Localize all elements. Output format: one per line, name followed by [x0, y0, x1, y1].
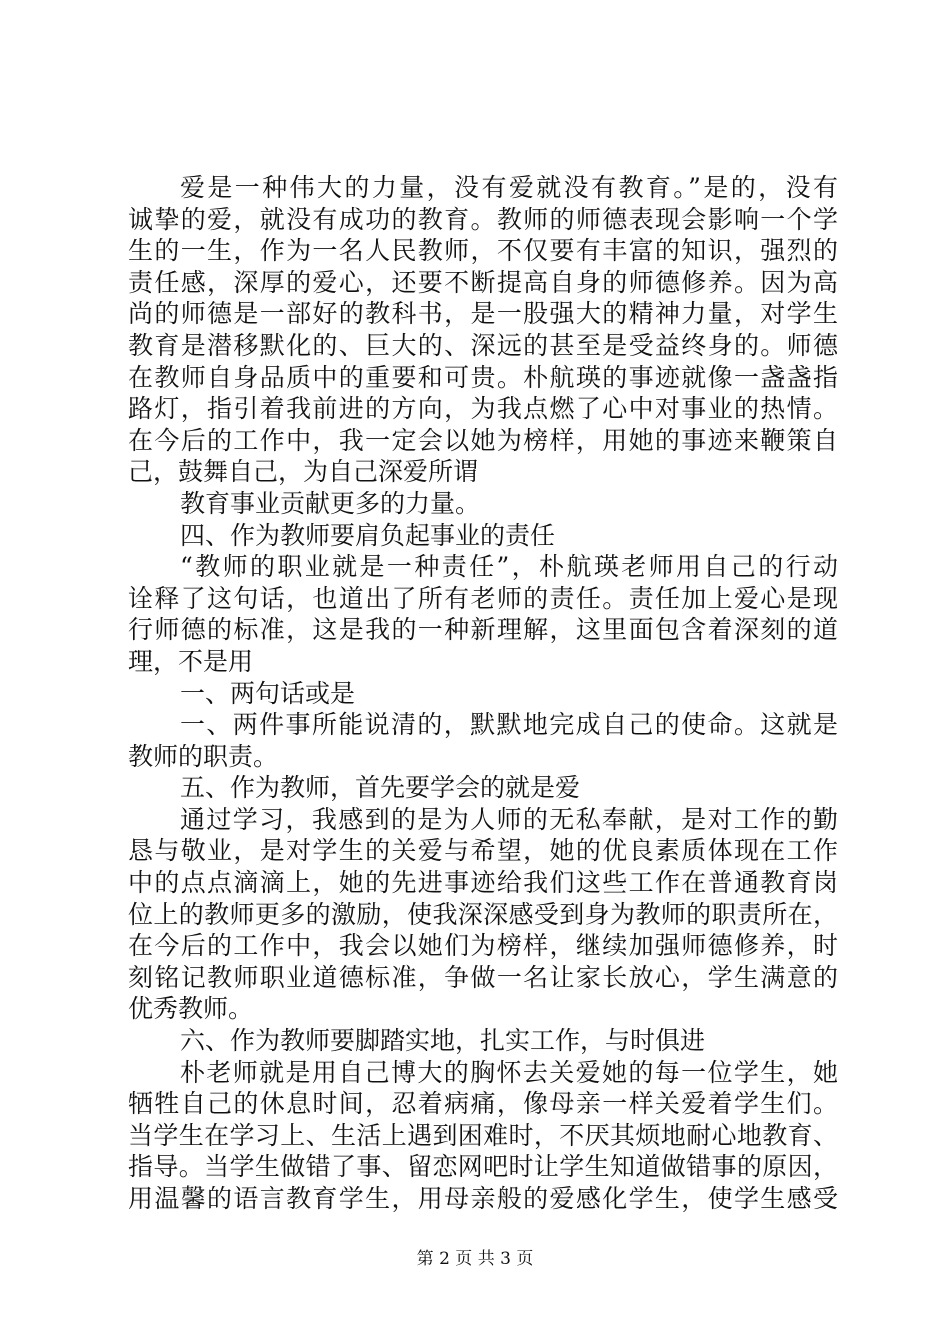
text-line: 路灯，指引着我前进的方向，为我点燃了心中对事业的热情。	[128, 394, 838, 424]
text-line: “教师的职业就是一种责任”，朴航瑛老师用自己的行动	[180, 552, 838, 582]
text-line: 位上的教师更多的激励，使我深深感受到身为教师的职责所在，	[128, 899, 838, 929]
text-line: 牺牲自己的休息时间，忍着病痛，像母亲一样关爱着学生们。	[128, 1089, 838, 1119]
document-body	[128, 172, 838, 1215]
text-line: 通过学习，我感到的是为人师的无私奉献，是对工作的勤	[180, 804, 838, 834]
page-footer: 第 2 页 共 3 页	[416, 1249, 534, 1269]
text-line: 教育是潜移默化的、巨大的、深远的甚至是受益终身的。师德	[128, 330, 838, 360]
text-line: 诚挚的爱，就没有成功的教育。教师的师德表现会影响一个学	[128, 204, 838, 234]
text-line: 理，不是用	[128, 646, 254, 676]
text-line: 尚的师德是一部好的教科书，是一股强大的精神力量，对学生	[128, 299, 838, 329]
text-line: 当学生在学习上、生活上遇到困难时，不厌其烦地耐心地教育、	[128, 1120, 838, 1150]
text-line: 诠释了这句话，也道出了所有老师的责任。责任加上爱心是现	[128, 583, 838, 613]
text-line: 指导。当学生做错了事、留恋网吧时让学生知道做错事的原因，	[128, 1152, 838, 1182]
text-line: 中的点点滴滴上，她的先进事迹给我们这些工作在普通教育岗	[128, 868, 838, 898]
text-line: 生的一生，作为一名人民教师，不仅要有丰富的知识，强烈的	[128, 236, 838, 266]
text-line: 爱是一种伟大的力量，没有爱就没有教育。”是的，没有	[180, 173, 838, 202]
text-line: 用温馨的语言教育学生，用母亲般的爱感化学生，使学生感受	[128, 1184, 838, 1213]
text-line: 在今后的工作中，我会以她们为榜样，继续加强师德修养，时	[128, 931, 838, 961]
text-line: 一、两件事所能说清的，默默地完成自己的使命。这就是	[180, 710, 838, 740]
text-line: 六、作为教师要脚踏实地，扎实工作，与时俱进	[180, 1026, 706, 1056]
text-line: 己，鼓舞自己，为自己深爱所谓	[128, 457, 479, 487]
text-line: 教育事业贡献更多的力量。	[180, 488, 481, 518]
text-line: 在教师自身品质中的重要和可贵。朴航瑛的事迹就像一盏盏指	[128, 362, 838, 392]
text-line: 一、两句话或是	[180, 678, 356, 708]
text-line: 在今后的工作中，我一定会以她为榜样，用她的事迹来鞭策自	[128, 425, 838, 455]
text-line: 朴老师就是用自己博大的胸怀去关爱她的每一位学生，她	[180, 1057, 838, 1087]
text-line: 恳与敬业，是对学生的关爱与希望，她的优良素质体现在工作	[128, 836, 838, 866]
text-line: 优秀教师。	[128, 994, 254, 1024]
text-line: 教师的职责。	[128, 741, 279, 771]
text-line: 责任感，深厚的爱心，还要不断提高自身的师德修养。因为高	[128, 267, 838, 297]
text-line: 四、作为教师要肩负起事业的责任	[180, 520, 556, 550]
text-line: 刻铭记教师职业道德标准，争做一名让家长放心，学生满意的	[128, 962, 838, 992]
text-line: 行师德的标准，这是我的一种新理解，这里面包含着深刻的道	[128, 615, 838, 645]
text-line: 五、作为教师，首先要学会的就是爱	[180, 773, 581, 803]
